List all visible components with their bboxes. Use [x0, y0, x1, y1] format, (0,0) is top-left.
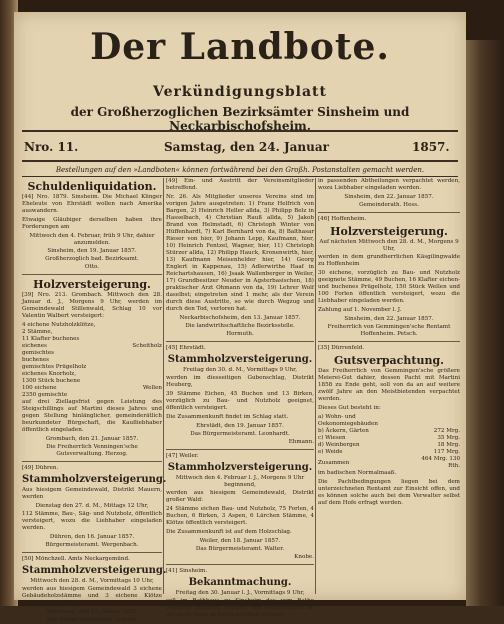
article-place: [49] Dühren.	[22, 465, 59, 471]
article-date: Sinsheim, den 19. Januar 1857.	[47, 248, 137, 254]
divider	[318, 212, 460, 213]
article-text: 39 Stämme Eichen, 45 Buchen und 13 Birken, vorzüglich zu Bau- und Nutzholz geeignet, öffentlich versteigert.	[166, 391, 314, 411]
subscription-notice: Bestellungen auf den »Landboten« können fortwährend bei den Großh. Postanstalten gemacht werden.	[55, 166, 425, 174]
article-text: werden aus hiesigem Gemeindewald 3 eichene Gebäudeholzstämme und 3 eichene Klötze öffentlich versteigert.	[22, 586, 162, 606]
article-text: Nr. 26. Als Mitglieder unseres Vereins sind im vorigen Jahre ausgetreten: 1) Franz Helfrich von Bargen, 2) Heinrich Heller allda, 3) Philipp Belz in Hasselbach, 4) Christian Rauß allda, 5) Jakob Brand von Helmstadt, 6) Christoph Winter von Hüffenhardt, 7) Karl Bernhard von da, 8) Balthasar Rieser von hier, 9) Johann Lepp, Kaufmann, hier, 10) Heinrich Fentzel, Wagner, hier, 11) Christoph Stürzer allda, 12) Philipp Hauck, Kronenwirth, hier, 13) Kaufmann Meisenhelder hier, 14) Georg Englert in Kappenau, 15) Adlerwirthe Haaf in Reichartshausen, 16) Jsaak Wallenberger in Weiler, 17) Grundbesitzer Neuder in Agsterbasischen, 18) praktischer Arzt Ohmann von da, 19) Lehrer Wolf daselbst; eingetreten sind 1 mehr, als der Verein durch diese Austritte, so wie durch Wegzug und durch den Tod, verloren hat.	[166, 194, 314, 312]
article-place: [41] Sinsheim.	[166, 568, 208, 574]
issue-year: 1857.	[412, 140, 450, 154]
article-text: Etwaige Gläubiger derselben haben ihre Forderungen am	[22, 217, 162, 230]
table-row: 100 eichene Wellen	[22, 385, 162, 391]
article-text: werden in dem grundherrlichen Käsgilingwalde zu Hoffenheim	[318, 254, 460, 267]
article-date: Dühren, den 16. Januar 1857.	[49, 534, 135, 540]
article-text: Die Zusammenkunft ist auf dem Holzschlag.	[166, 529, 292, 535]
article-text: Das Freiherrlich von Gemmingen'sche größere Meierei-Gut dahier, dessen Pacht mit Martini 1858 zu Ende geht, soll von da an auf weitere zwölf Jahre an den Meistbietenden verpachtet werden.	[318, 368, 460, 402]
article-text: auf drei Ziellagsfrist gegen Leistung des Steigschillings auf Martini dieses Jahres und gegen Stellung hinlänglicher, gemeinderätlich beurkundeter Bürgschaft, die Kaufliebhaber öffentlich eingeladen.	[22, 399, 162, 433]
divider	[22, 461, 162, 462]
masthead-subtitle: Verkündigungsblatt	[153, 84, 327, 100]
column-middle	[166, 178, 314, 618]
article-text: Die Pachtbedingungen liegen bei dem unterzeichneten Rentamt zur Einsicht offen, und es können solche auch bei dem Verwalter selbst auf dem Hofe erfragt werden.	[318, 479, 460, 506]
page-edges	[466, 40, 504, 606]
article-date: Ehrstädt, den 19. Januar 1857.	[196, 423, 284, 429]
table-row: buchenes	[22, 357, 50, 363]
article-heading: Bekanntmachung.	[188, 577, 292, 588]
header-rule-top	[22, 130, 458, 132]
article-date: Weiler, den 18. Januar 1857.	[199, 538, 281, 544]
table-row: 2 Stämme,	[22, 329, 53, 335]
article-place: [46] Hoffenheim.	[318, 216, 367, 222]
column-left	[22, 178, 167, 623]
article-authority: Die Freiherrlich Venningen'sche Gutsverwaltung. Herzog.	[46, 444, 138, 457]
newspaper-page	[14, 12, 466, 623]
article-text: Die Zusammenkunft findet im Schlag statt.	[166, 414, 289, 420]
article-text: 24 Stämme eichen Bau- und Nutzholz, 75 Forlen, 4 Buchen, 6 Birken, 3 Aspen, 6 Lärchen Stämme, 4 Klötze öffentlich versteigert.	[166, 506, 314, 526]
article-text: Freitag den 30. d. M., Vormittags 9 Uhr,	[183, 367, 297, 373]
article-heading: Stammholzversteigerung.	[167, 354, 313, 365]
article-text: Zahlung auf 1. November l. J.	[318, 307, 402, 313]
article-text: Dienstag den 27. d. M., Mittags 12 Uhr,	[35, 503, 149, 509]
issue-number: Nro. 11.	[24, 140, 79, 154]
table-row: a) Wohn- und Oekonomiegebäuden	[318, 414, 378, 427]
table-row: eichenes Scheitholz	[22, 343, 162, 349]
table-row: e) Weide 117 Mrg.	[318, 449, 460, 455]
article-date: Sinsheim, den 22. Januar 1857.	[344, 316, 434, 322]
column-right	[318, 178, 460, 598]
masthead-title: Der Landbote.	[90, 26, 390, 68]
article-authority: Die landwirthschaftliche Bezirksstelle.	[185, 323, 295, 329]
issue-date: Samstag, den 24. Januar	[164, 140, 329, 154]
article-text: Mittwoch den 4. Februar l. J., Morgens 9 Uhr beginnend,	[175, 475, 305, 488]
article-text: Dieses Gut besteht in:	[318, 405, 381, 411]
article-text: [39] Nro. 213. Grombach. Mittwoch den 28. Januar d. J., Morgens 9 Uhr, werden im Gemeindewald Stillenwald, Schlag 10 vor Valentin Walbert versteigert:	[22, 292, 162, 319]
article-authority: Freiherrlich von Gemmingen'sche Rentamt Hoffenheim. Petsch.	[327, 324, 451, 337]
divider	[22, 274, 162, 275]
header-rule-bottom	[22, 160, 458, 162]
divider	[318, 341, 460, 342]
article-authority: Großherzoglich bad. Bezirksamt.	[45, 256, 139, 262]
article-authority: Gemeinderath. Hess.	[359, 202, 419, 208]
notice-rule	[22, 176, 458, 177]
article-heading: Stammholzversteigerung.	[22, 565, 167, 576]
article-heading: Gutsverpachtung.	[334, 354, 444, 367]
column-separator	[315, 178, 316, 594]
article-signature: Hormuth.	[226, 331, 254, 337]
article-date: Neckarbischofsheim, den 13. Januar 1857.	[179, 315, 301, 321]
table-row: c) Wiesen 35 Mrg.	[318, 435, 460, 441]
article-text: in passenden Abtheilungen verpachtet werden, wozu Liebhaber eingeladen werden.	[318, 178, 460, 191]
article-signature: Ehmann.	[288, 439, 314, 445]
masthead-subtitle-2: der Großherzoglichen Bezirksämter Sinsheim und Neckarbischofsheim.	[70, 105, 410, 133]
table-row: d) Weinbergen 18 Mrg.	[318, 442, 460, 448]
article-text: 112 Stämme, Bau-, Säg- und Nutzholz, öffentlich versteigert, wozu die Liebhaber eingeladen werden.	[22, 511, 162, 531]
article-heading: Stammholzversteigerung.	[167, 462, 313, 473]
article-text: Auf nächsten Mittwoch den 28. d. M., Morgens 9 Uhr,	[319, 239, 459, 252]
article-date: Grombach, den 21. Januar 1857.	[45, 436, 139, 442]
article-place: [35] Dürrenfeld.	[318, 345, 365, 351]
estate-table	[318, 414, 460, 470]
article-text: [49] Ein- und Austritt der Vereinsmitglieder betreffend.	[166, 178, 314, 191]
table-row: eichenes Knorholz,	[22, 371, 77, 377]
table-row: 11 Klafter buchenes	[22, 336, 80, 342]
divider	[166, 449, 314, 450]
table-row: b) Äckern, Gärten 272 Mrg.	[318, 428, 460, 434]
article-text: Freitag den 30. Januar l. J., Vormittags 9 Uhr,	[175, 590, 305, 596]
article-authority: Das Bürgermeisteramt. Walter.	[195, 546, 285, 552]
column-separator	[163, 178, 164, 594]
article-text: 30 eichene, vorzüglich zu Bau- und Nutzholz geeignete Stämme, 49 Buchen, 16 Klafter eichen- und buchenes Prügelholz, 150 Stück Wellen und 100 Forlen öffentlich versteigert, wozu die Liebhaber eingeladen werden.	[318, 270, 460, 304]
article-text: werden aus hiesigem Gemeindewald, Distrikt großer Wald:	[166, 490, 314, 503]
article-heading: Holzversteigerung.	[330, 225, 448, 238]
article-text: Mittwoch den 28. d. M., Vormittags 10 Uhr,	[30, 578, 154, 584]
article-text: Mittwoch den 4. Februar, früh 9 Uhr, dahier anzumelden.	[29, 233, 155, 246]
article-signature: Knobe.	[294, 554, 314, 560]
lot-table	[22, 322, 162, 399]
table-row: gemischtes	[22, 350, 55, 356]
article-date: Sinsheim, den 22. Januar 1857.	[344, 194, 434, 200]
table-row: 4 eichene Nutzholzklötze,	[22, 322, 96, 328]
article-place: [45] Ehrstädt.	[166, 345, 206, 351]
table-row: 2350 gemischte	[22, 392, 68, 398]
article-heading: Holzversteigerung.	[33, 278, 151, 291]
table-row: 1300 Stück buchene	[22, 378, 81, 384]
article-text: werden im diesseitigen Gubenschlag, Distrikt Heuberg,	[166, 375, 314, 388]
article-heading: Stammholzversteigerung.	[22, 474, 167, 485]
divider	[166, 341, 314, 342]
table-row: gemischtes Prügelholz	[22, 364, 87, 370]
article-date: Mönchzell, den 17. Januar 1857.	[45, 609, 139, 615]
article-signature: Otto.	[84, 264, 100, 270]
article-text: [44] Nro. 1879. Sinsheim. Die Michael Klinger Eheleute von Ehrstädt wollen nach Amerika auswandern.	[22, 194, 162, 214]
article-text: im badischen Normalmaaß.	[318, 470, 397, 476]
table-row: Zusammen 464 Mrg. 130 Rth.	[318, 456, 460, 469]
divider	[166, 564, 314, 565]
article-heading: Schuldenliquidation.	[27, 180, 157, 193]
article-text: soll im Rathhaus zu Sinsheim das vom Rathe Morgens (zwanzig Ruthen) vom Gemeindegut an auf zwölf Jahre in Pacht gegeben werden.	[166, 598, 314, 618]
divider	[22, 552, 162, 553]
article-authority: Das Bürgermeisteramt. Schork.	[46, 617, 138, 623]
article-place: [50] Mönchzell. Amts Neckargemünd.	[22, 556, 130, 562]
article-text: Aus hiesigem Gemeindewald, Distrikt Mauern, werden	[22, 487, 162, 500]
article-authority: Bürgermeisteramt. Wergenbach.	[45, 542, 139, 548]
article-authority: Das Bürgermeisteramt. Leonhardt.	[190, 431, 290, 437]
article-place: [47] Weiler.	[166, 453, 199, 459]
